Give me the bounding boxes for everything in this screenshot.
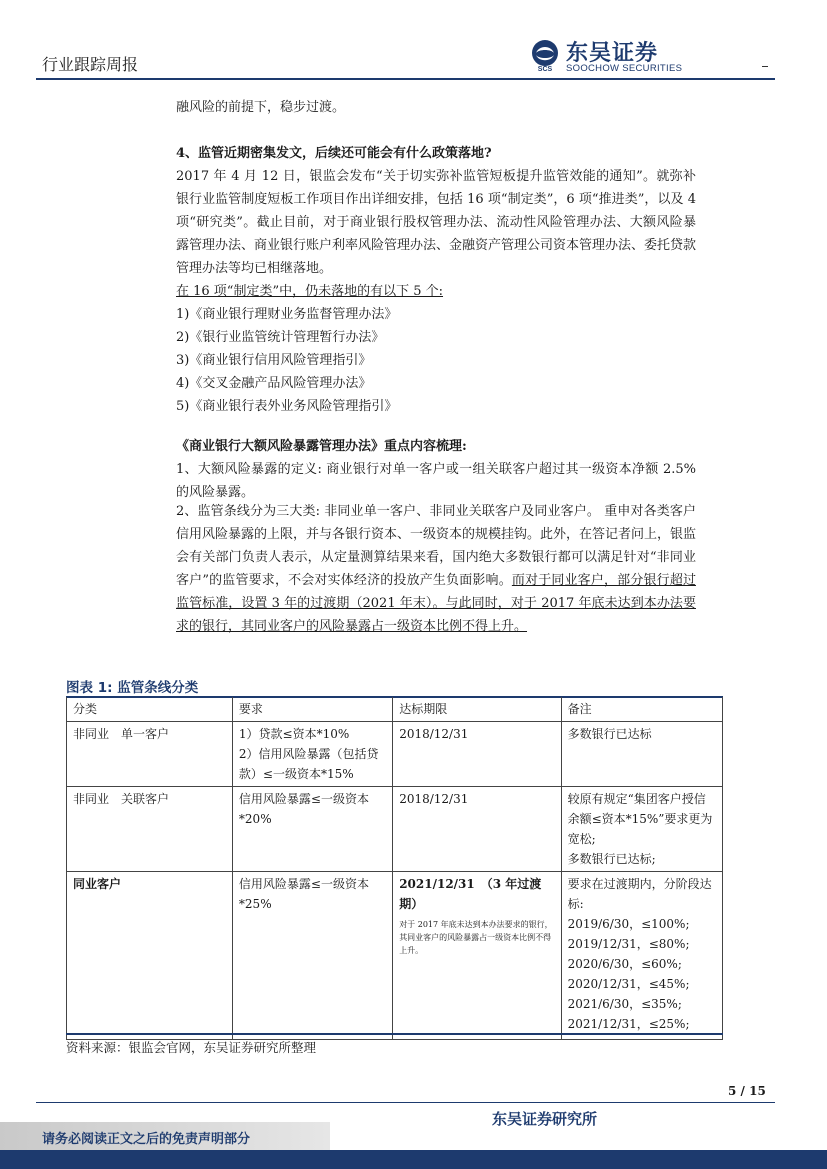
table-row [67,787,723,872]
logo-mark: SCS [537,66,553,72]
report-type: 行业跟踪周报 [42,55,139,74]
table-header-row [67,697,723,722]
table-cell-requirement: 1）贷款≤资本*10% 2）信用风险暴露（包括贷款）≤一级资本*15% [232,722,392,787]
table-cell-category: 非同业 关联客户 [67,787,233,872]
footer-org: 东吴证券研究所 [492,1110,598,1128]
list-item: 4)《交叉金融产品风险管理办法》 [176,376,372,391]
figure-bottom-rule [66,1033,723,1035]
paragraph-2: 在 16 项“制定类”中，仍未落地的有以下 5 个: [176,284,444,299]
footer-rule [36,1102,775,1103]
header-rule [36,78,775,80]
table-header: 分类 [67,697,233,722]
table-cell-deadline: 2018/12/31 [393,722,561,787]
logo-cn: 东吴证券 [566,41,659,66]
brand-logo [528,38,698,76]
paragraph-1: 2017 年 4 月 12 日，银监会发布“关于切实弥补监管短板提升监管效能的通知”。就弥补银行业监管制度短板工作项目作出详细安排，包括 16 项“制定类”，6 项“推进类”，以及 4 项“研究类”。截止目前，对于商业银行股权管理办法、流动性风险管理办法、大额风险暴露管理办法、商业银行账户利率风险管理办法、金融资产管理公司资本管理办法、委托贷款管理办法等均已相继落地。 [176,169,697,276]
header-dash [762,66,768,67]
supervision-table [66,697,723,1040]
table-cell-deadline-group [393,872,561,1040]
summary-heading: 《商业银行大额风险暴露管理办法》重点内容梳理: [176,439,467,454]
list-item: 1)《商业银行理财业务监督管理办法》 [176,307,398,322]
figure-title: 图表 1: 监管条线分类 [66,680,199,696]
footer-bar [0,1150,827,1169]
deadline-note: 对于 2017 年底未达到本办法要求的银行，其同业客户的风险暴露占一级资本比例不得上升。 [399,920,553,955]
table-cell-category: 同业客户 [67,872,233,1040]
table-cell-note: 较原有规定“集团客户授信余额≤资本*15%”要求更为宽松; 多数银行已达标; [561,787,722,872]
soochow-logo-icon [528,38,562,72]
table-row [67,722,723,787]
table-cell-deadline: 2021/12/31 （3 年过渡期） [399,877,542,911]
page-number: 5 / 15 [728,1084,766,1098]
table-cell-category: 非同业 单一客户 [67,722,233,787]
summary-point-2a: 2、监管条线分为三大类: 非同业单一客户、非同业关联客户及同业客户。 重申对各类客户信用风险暴露的上限，并与各银行资本、一级资本的规模挂钩。此外，在答记者问上，银监会有关部门负责人表示，从定量测算结果来看，国内绝大多数银行都可以满足针对“非同业客户”的监管要求，不会对实体经济的投放产生负面影响。 [176,504,697,588]
list-item: 5)《商业银行表外业务风险管理指引》 [176,399,398,414]
table-cell-note: 要求在过渡期内，分阶段达标: 2019/6/30，≤100%; 2019/12/31，≤80%; 2020/6/30，≤60%; 2020/12/31，≤45%; 2021/6/30，≤35%; 2021/12/31，≤25%; [561,872,722,1040]
section-heading-4: 4、监管近期密集发文，后续还可能会有什么政策落地? [176,146,492,161]
table-row [67,872,723,1040]
table-header: 备注 [561,697,722,722]
table-cell-requirement: 信用风险暴露≤一级资本*20% [232,787,392,872]
figure-source: 资料来源：银监会官网，东吴证券研究所整理 [66,1040,317,1055]
summary-point-2b: 而对于同业客户，部分银行超过监管标准，设置 3 年的过渡期（2021 年末）。与此同时，对于 2017 年底未达到本办法要求的银行，其同业客户的风险暴露占一级资本比例不得上升。 [176,573,696,634]
list-item: 2)《银行业监管统计管理暂行办法》 [176,330,385,345]
table-cell-requirement: 信用风险暴露≤一级资本*25% [232,872,392,1040]
table-cell-note: 多数银行已达标 [561,722,722,787]
table-header: 要求 [232,697,392,722]
table-header: 达标期限 [393,697,561,722]
paragraph-0: 融风险的前提下，稳步过渡。 [176,100,346,115]
logo-en: SOOCHOW SECURITIES [566,63,683,74]
disclaimer-text: 请务必阅读正文之后的免责声明部分 [42,1132,251,1147]
summary-point-2 [176,500,696,638]
list-item: 3)《商业银行信用风险管理指引》 [176,353,372,368]
summary-point-1: 1、大额风险暴露的定义: 商业银行对单一客户或一组关联客户超过其一级资本净额 2.5%的风险暴露。 [176,462,696,500]
table-cell-deadline: 2018/12/31 [393,787,561,872]
